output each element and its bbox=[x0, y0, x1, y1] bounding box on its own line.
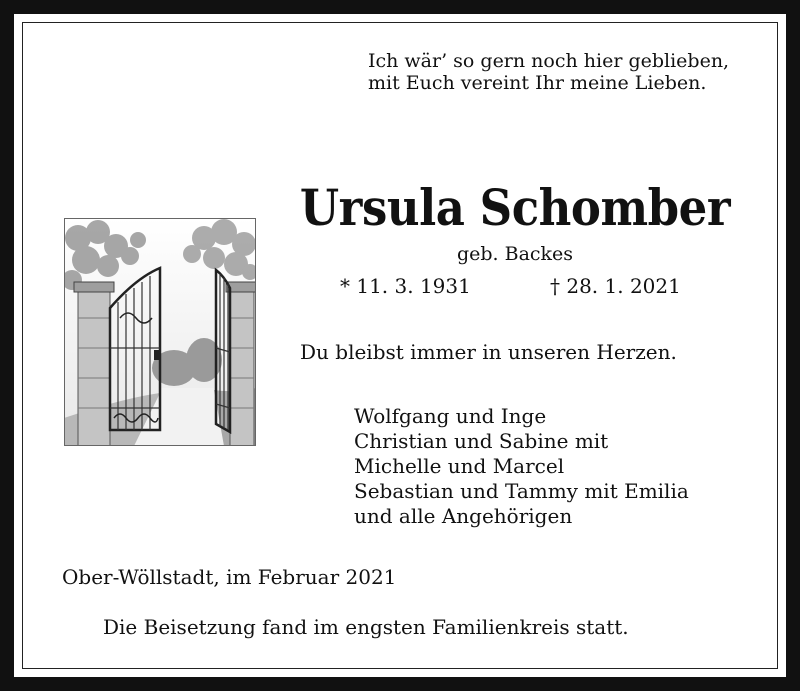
garden-gate-illustration bbox=[64, 218, 256, 446]
quote-line-2: mit Euch vereint Ihr meine Lieben. bbox=[368, 72, 707, 94]
place-and-date: Ober-Wöllstadt, im Februar 2021 bbox=[62, 565, 397, 589]
mourner-line: Sebastian und Tammy mit Emilia bbox=[354, 479, 689, 503]
quote-line-1: Ich wär’ so gern noch hier geblieben, bbox=[368, 50, 730, 72]
deceased-name: Ursula Schomber bbox=[299, 178, 731, 237]
mourner-line: Christian und Sabine mit bbox=[354, 429, 609, 453]
funeral-note: Die Beisetzung fand im engsten Familienkreis statt. bbox=[103, 615, 629, 639]
memorial-motto: Du bleibst immer in unseren Herzen. bbox=[300, 340, 677, 364]
birth-date: * 11. 3. 1931 bbox=[340, 274, 471, 298]
mourner-line: Michelle und Marcel bbox=[354, 454, 565, 478]
maiden-name: geb. Backes bbox=[456, 243, 574, 265]
mourner-line: und alle Angehörigen bbox=[354, 504, 573, 528]
mourner-line: Wolfgang und Inge bbox=[354, 404, 547, 428]
memorial-quote bbox=[368, 50, 729, 94]
mourners-list bbox=[354, 404, 689, 529]
death-date: † 28. 1. 2021 bbox=[550, 274, 681, 298]
